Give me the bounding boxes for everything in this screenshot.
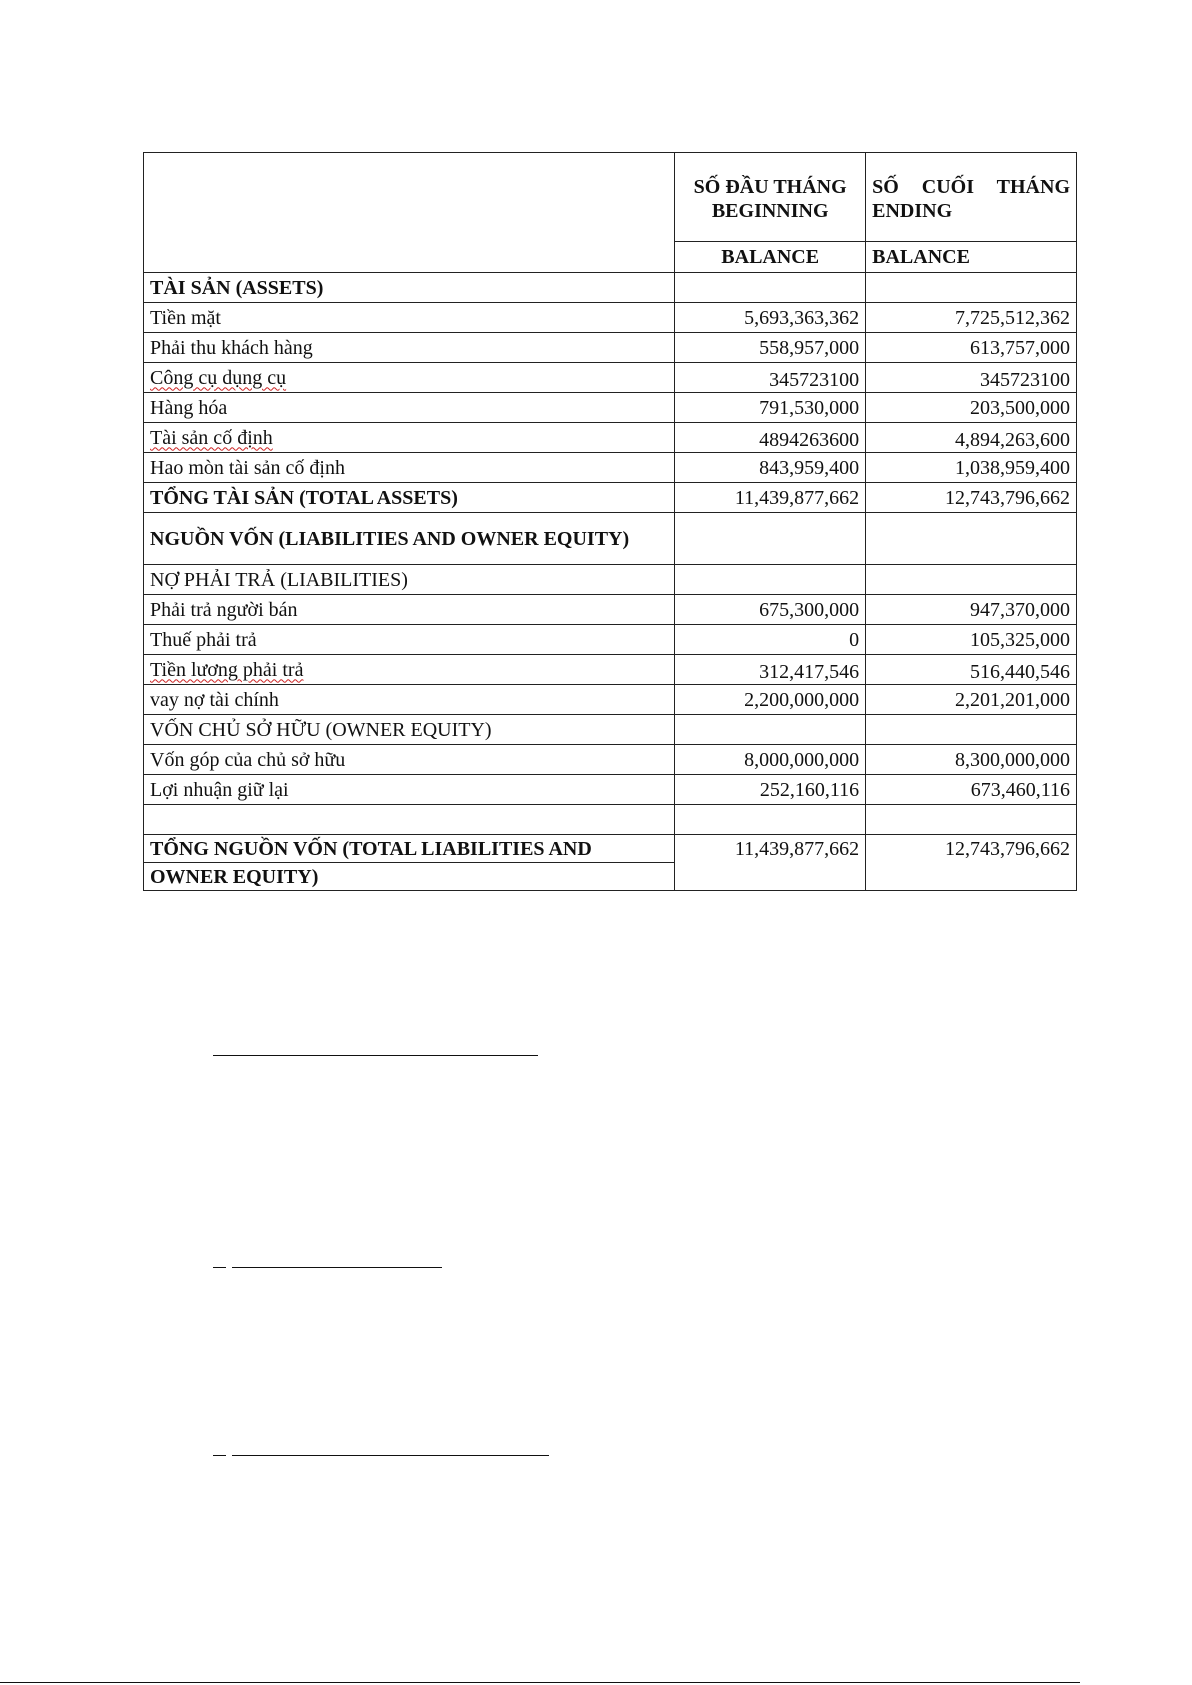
beginning-balance-value: 11,439,877,662: [675, 483, 866, 513]
table-row: [144, 453, 1077, 483]
beginning-balance-value: 2,200,000,000: [675, 685, 866, 715]
ending-balance-value: 12,743,796,662: [866, 483, 1077, 513]
row-label-text: NỢ PHẢI TRẢ (LIABILITIES): [150, 568, 408, 591]
row-label-text: NGUỒN VỐN (LIABILITIES AND OWNER EQUITY): [150, 527, 630, 550]
beginning-balance-value: 791,530,000: [675, 393, 866, 423]
beginning-balance-value: [675, 805, 866, 835]
row-label-text: Thuế phải trả: [150, 628, 257, 651]
table-row: [144, 715, 1077, 745]
row-label: [144, 685, 675, 715]
table-row: [144, 565, 1077, 595]
row-label: [144, 655, 675, 685]
row-label-text: Tiền lương phải trả: [150, 658, 304, 681]
row-label: [144, 625, 675, 655]
blank-heading-underline: [232, 1455, 549, 1456]
row-label-text: Phải thu khách hàng: [150, 336, 313, 359]
table-row: [144, 805, 1077, 835]
table-row: [144, 625, 1077, 655]
dash-underline: [213, 1455, 226, 1456]
balance-sheet-table: [143, 152, 1077, 891]
row-label-text: Vốn góp của chủ sở hữu: [150, 748, 346, 771]
table-row: [144, 273, 1077, 303]
beginning-balance-value: [675, 513, 866, 565]
row-label: [144, 595, 675, 625]
row-label: [144, 745, 675, 775]
row-label-text: Hàng hóa: [150, 396, 228, 419]
beginning-balance-value: 675,300,000: [675, 595, 866, 625]
page-bottom-border: [0, 1682, 1080, 1683]
beginning-balance-value: 5,693,363,362: [675, 303, 866, 333]
beginning-balance-value: 0: [675, 625, 866, 655]
ending-balance-value: 345723100: [866, 363, 1077, 393]
row-label-text: Tiền mặt: [150, 306, 221, 329]
row-label-text: Công cụ dụng cụ: [150, 366, 287, 389]
beginning-balance-value: 345723100: [675, 363, 866, 393]
total-liabilities-row: [144, 835, 1077, 863]
ending-balance-value: 4,894,263,600: [866, 423, 1077, 453]
beginning-balance-value: [675, 565, 866, 595]
beginning-balance-value: 558,957,000: [675, 333, 866, 363]
blank-heading-underline: [232, 1267, 442, 1268]
ending-balance-value: [866, 715, 1077, 745]
dash-underline: [213, 1267, 226, 1268]
ending-balance-value: [866, 565, 1077, 595]
table-row: [144, 775, 1077, 805]
row-label-text: TÀI SẢN (ASSETS): [150, 276, 324, 299]
total-label-line1: TỔNG NGUỒN VỐN (TOTAL LIABILITIES AND: [144, 835, 675, 863]
row-label: [144, 273, 675, 303]
ending-balance-value: 105,325,000: [866, 625, 1077, 655]
blank-heading-underline: [213, 1055, 538, 1056]
table-row: [144, 363, 1077, 393]
ending-balance-value: 1,038,959,400: [866, 453, 1077, 483]
row-label-text: Tài sản cố định: [150, 426, 273, 449]
ending-balance-header: BALANCE: [866, 242, 1077, 273]
beginning-balance-value: 8,000,000,000: [675, 745, 866, 775]
row-label-text: Phải trả người bán: [150, 598, 298, 621]
table-row: [144, 303, 1077, 333]
beginning-column-header: SỐ ĐẦU THÁNG BEGINNING: [675, 153, 866, 242]
total-label-line2: OWNER EQUITY): [144, 863, 675, 891]
table-row: [144, 595, 1077, 625]
table-row: [144, 655, 1077, 685]
ending-balance-value: 516,440,546: [866, 655, 1077, 685]
header-blank-cell: [144, 153, 675, 273]
total-ending-value: 12,743,796,662: [866, 835, 1077, 891]
table-row: [144, 423, 1077, 453]
ending-balance-value: 7,725,512,362: [866, 303, 1077, 333]
row-label: [144, 483, 675, 513]
beginning-balance-value: 312,417,546: [675, 655, 866, 685]
row-label: [144, 303, 675, 333]
row-label-text: VỐN CHỦ SỞ HỮU (OWNER EQUITY): [150, 718, 492, 741]
table-row: [144, 685, 1077, 715]
row-label: [144, 423, 675, 453]
table-row: [144, 513, 1077, 565]
row-label: [144, 393, 675, 423]
row-label-text: Hao mòn tài sản cố định: [150, 456, 345, 479]
beginning-balance-value: 843,959,400: [675, 453, 866, 483]
ending-balance-value: 2,201,201,000: [866, 685, 1077, 715]
ending-balance-value: 673,460,116: [866, 775, 1077, 805]
row-label-text: Lợi nhuận giữ lại: [150, 778, 289, 801]
ending-balance-value: [866, 513, 1077, 565]
row-label: [144, 715, 675, 745]
ending-column-header: SỐ CUỐI THÁNG ENDING: [866, 153, 1077, 242]
ending-balance-value: [866, 273, 1077, 303]
ending-balance-value: 203,500,000: [866, 393, 1077, 423]
row-label-text: TỔNG TÀI SẢN (TOTAL ASSETS): [150, 486, 458, 509]
ending-balance-value: 947,370,000: [866, 595, 1077, 625]
table-row: [144, 393, 1077, 423]
beginning-balance-value: [675, 273, 866, 303]
row-label: [144, 453, 675, 483]
row-label: [144, 775, 675, 805]
ending-balance-value: [866, 805, 1077, 835]
beginning-balance-value: 252,160,116: [675, 775, 866, 805]
beginning-balance-value: 4894263600: [675, 423, 866, 453]
ending-balance-value: 8,300,000,000: [866, 745, 1077, 775]
ending-balance-value: 613,757,000: [866, 333, 1077, 363]
row-label-text: vay nợ tài chính: [150, 688, 279, 711]
row-label: [144, 805, 675, 835]
table-row: [144, 333, 1077, 363]
row-label: [144, 363, 675, 393]
row-label: [144, 513, 675, 565]
beginning-balance-value: [675, 715, 866, 745]
total-beginning-value: 11,439,877,662: [675, 835, 866, 891]
beginning-balance-header: BALANCE: [675, 242, 866, 273]
table-row: [144, 483, 1077, 513]
row-label: [144, 565, 675, 595]
table-row: [144, 745, 1077, 775]
row-label: [144, 333, 675, 363]
